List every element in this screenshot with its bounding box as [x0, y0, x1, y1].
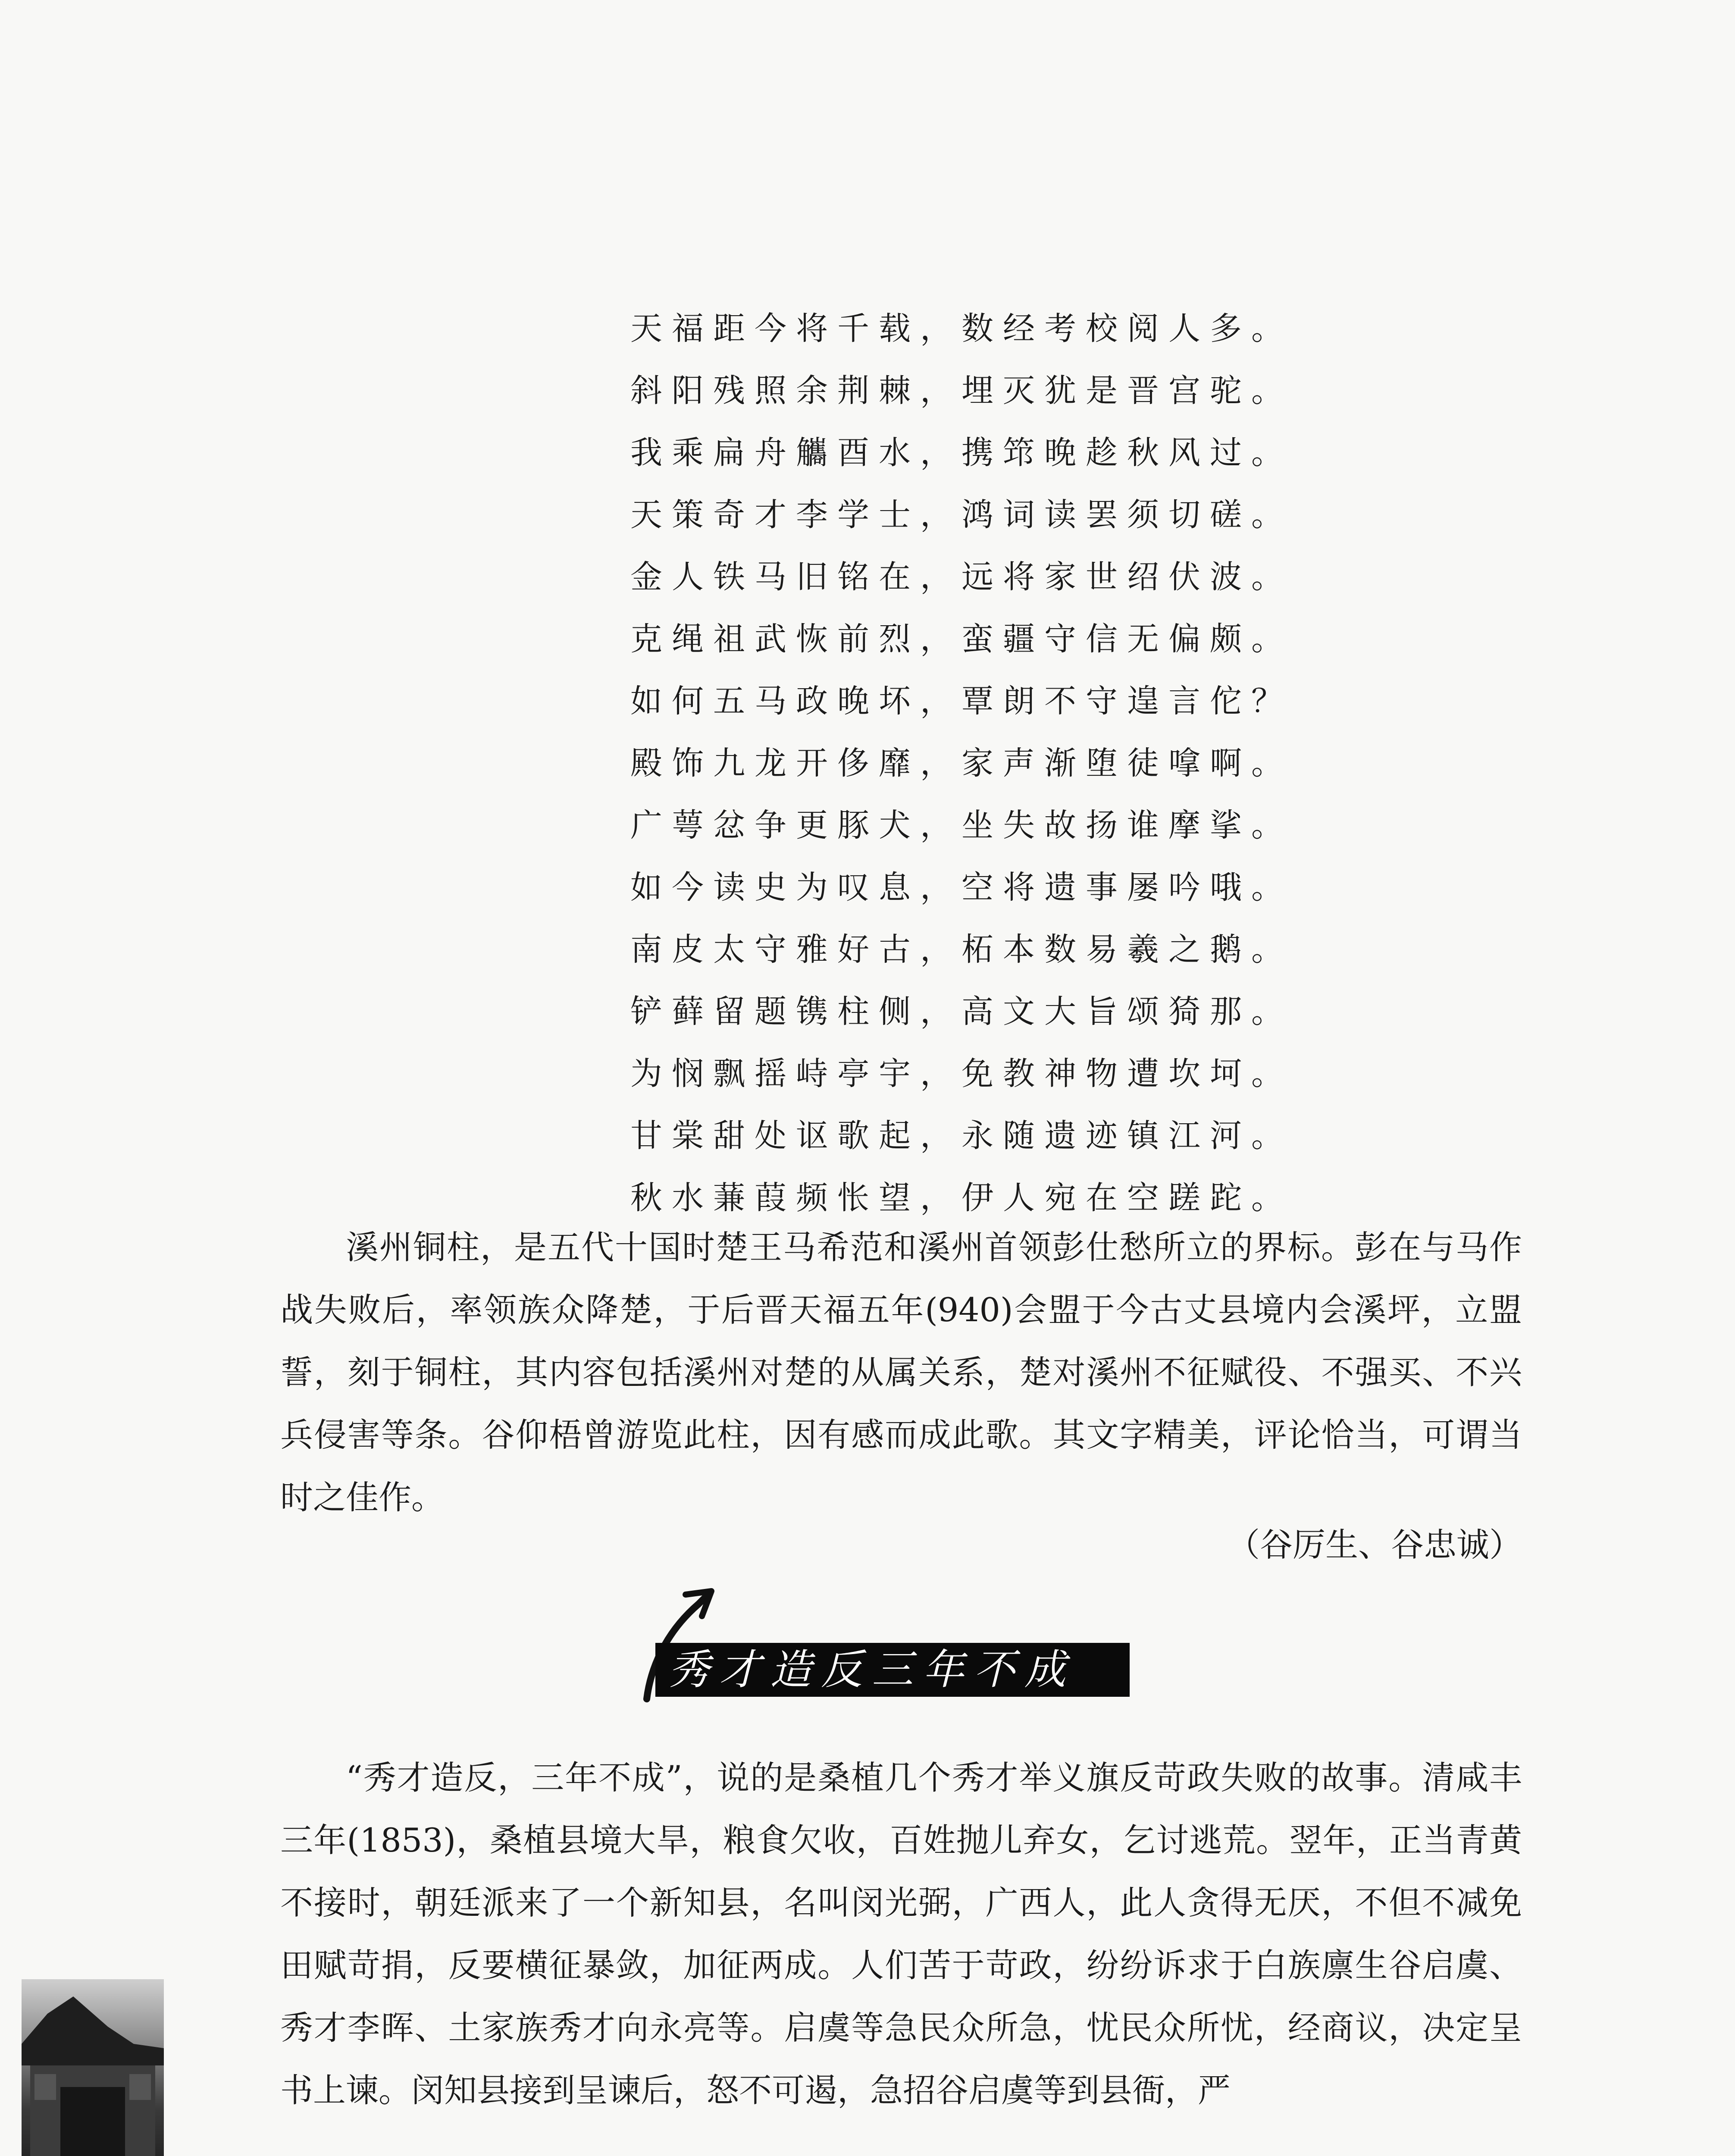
poem-line: 如今读史为叹息，空将遗事屡吟哦。 [630, 869, 1293, 906]
poem-line: 我乘扁舟觿酉水，携筇晚趁秋风过。 [630, 434, 1293, 471]
poem [630, 298, 1293, 1229]
body-paragraph: 溪州铜柱，是五代十国时楚王马希范和溪州首领彭仕愁所立的界标。彭在与马作战失败后，率领族众降楚，于后晋天福五年(940)会盟于今古丈县境内会溪坪，立盟誓，刻于铜柱，其内容包括溪州对楚的从属关系，楚对溪州不征赋役、不强买、不兴兵侵害等条。谷仰梧曾游览此柱，因有感而成此歌。其文字精美，评论恰当，可谓当时之佳作。 [280, 1228, 1522, 1517]
section-heading [621, 1578, 1151, 1703]
section-title: 秀才造反三年不成 [668, 1645, 1075, 1694]
poem-line: 天福距今将千载，数经考校阅人多。 [630, 310, 1293, 347]
poem-line: 如何五马政晚坏，覃朗不守遑言佗？ [630, 683, 1293, 720]
poem-line: 天策奇才李学士，鸿词读罢须切磋。 [630, 496, 1293, 533]
poem-line: 斜阳残照余荆棘，埋灭犹是晋宫驼。 [630, 372, 1293, 409]
poem-line: 广萼忿争更豚犬，坐失故扬谁摩挲。 [630, 807, 1293, 844]
poem-line: 为悯飘摇峙亭宇，免教神物遭坎坷。 [630, 1055, 1293, 1092]
poem-line: 铲藓留题镌柱侧，高文大旨颂猗那。 [630, 993, 1293, 1030]
body-paragraph: “秀才造反，三年不成”，说的是桑植几个秀才举义旗反苛政失败的故事。清咸丰三年(1853)，桑植县境大旱，粮食欠收，百姓抛儿弃女，乞讨逃荒。翌年，正当青黄不接时，朝廷派来了一个新知县，名叫闵光弼，广西人，此人贪得无厌，不但不减免田赋苛捐，反要横征暴敛，加征两成。人们苦于苛政，纷纷诉求于白族廪生谷启虞、秀才李晖、土家族秀才向永亮等。启虞等急民众所急，忧民众所忧，经商议，决定呈书上谏。闵知县接到呈谏后，怒不可遏，急招谷启虞等到县衙，严 [280, 1758, 1522, 2109]
temple-photo [22, 1979, 164, 2156]
poem-line: 殿饰九龙开侈靡，家声渐堕徒嗱啊。 [630, 745, 1293, 782]
poem-line: 南皮太守雅好古，柘本数易羲之鹅。 [630, 931, 1293, 968]
poem-line: 金人铁马旧铭在，远将家世绍伏波。 [630, 558, 1293, 595]
author-credit: （谷厉生、谷忠诚） [1227, 1526, 1522, 1564]
poem-line: 秋水蒹葭频怅望，伊人宛在空蹉跎。 [630, 1179, 1293, 1216]
poem-line: 克绳祖武恢前烈，蛮疆守信无偏颇。 [630, 620, 1293, 658]
poem-line: 甘棠甜处讴歌起，永随遗迹镇江河。 [630, 1117, 1293, 1154]
